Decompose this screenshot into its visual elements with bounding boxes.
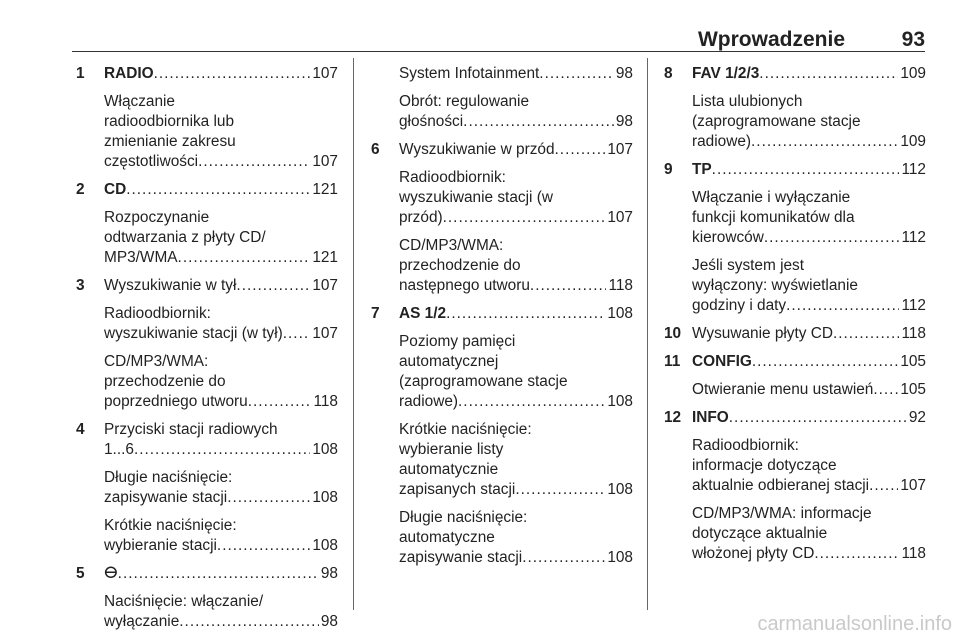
entry-text: Rozpoczynanie (104, 209, 210, 226)
page-reference: 107 (900, 477, 926, 494)
entry-text: głośności (399, 113, 464, 130)
dot-leader (759, 64, 898, 84)
entry-line-with-page[interactable] (104, 536, 338, 556)
index-entry (664, 436, 926, 496)
index-entry (76, 592, 338, 632)
entry-text: automatycznej (399, 353, 499, 370)
column-2 (371, 64, 633, 576)
dot-leader (751, 132, 898, 152)
entry-line-with-page[interactable] (692, 324, 926, 344)
entry-body (692, 160, 926, 180)
entry-number: 8 (664, 65, 673, 82)
entry-body (692, 352, 926, 372)
page-reference: 121 (312, 181, 338, 198)
entry-text: 1...6 (104, 441, 134, 458)
entry-body (399, 64, 633, 84)
entry-number: 7 (371, 305, 380, 322)
dot-leader (227, 488, 310, 508)
column-3 (664, 64, 926, 572)
entry-text: następnego utworu (399, 277, 530, 294)
dot-leader (179, 612, 319, 632)
page-reference: 107 (312, 325, 338, 342)
entry-body (104, 420, 338, 460)
entry-body (399, 508, 633, 568)
entry-line-with-page[interactable] (104, 180, 338, 200)
page-reference: 108 (607, 481, 633, 498)
dot-leader (283, 324, 311, 344)
index-entry (76, 180, 338, 200)
entry-number (664, 504, 692, 564)
index-entry (664, 408, 926, 428)
dot-leader (217, 536, 310, 556)
entry-line-with-page[interactable] (104, 488, 338, 508)
entry-number: 5 (76, 565, 85, 582)
index-entry (76, 64, 338, 84)
column-1 (76, 64, 338, 640)
entry-line-with-page[interactable] (692, 408, 926, 428)
dot-leader (530, 276, 607, 296)
page-reference: 112 (901, 161, 926, 178)
entry-line-with-page[interactable] (104, 440, 338, 460)
entry-text: częstotliwości (104, 153, 199, 170)
dot-leader (236, 276, 310, 296)
entry-number (664, 436, 692, 496)
entry-text: Włączanie (104, 93, 175, 110)
dot-leader (729, 408, 907, 428)
dot-leader (178, 248, 311, 268)
entry-text: radioodbiornika lub (104, 113, 235, 130)
entry-text: aktualnie odbieranej stacji (692, 477, 870, 494)
page-reference: 108 (607, 305, 633, 322)
entry-text: informacje dotyczące (692, 457, 837, 474)
entry-text: Długie naciśnięcie: (104, 469, 233, 486)
entry-line-with-page[interactable] (399, 208, 633, 228)
index-entry (371, 508, 633, 568)
entry-text: wybieranie listy (399, 441, 504, 458)
entry-text: Włączanie i wyłączanie (692, 189, 851, 206)
entry-body (104, 516, 338, 556)
index-entry (76, 92, 338, 172)
page-reference: 112 (901, 297, 926, 314)
page-reference: 107 (607, 141, 633, 158)
dot-leader (712, 160, 900, 180)
index-entry (76, 468, 338, 508)
entry-body (104, 304, 338, 344)
entry-body (104, 276, 338, 296)
entry-number: 11 (664, 353, 681, 370)
dot-leader (555, 140, 606, 160)
entry-text: zmienianie zakresu (104, 133, 236, 150)
entry-line-with-page[interactable] (104, 64, 338, 84)
entry-body (104, 352, 338, 412)
page-reference: 118 (313, 393, 338, 410)
button-label: INFO (692, 409, 729, 426)
page-reference: 107 (312, 65, 338, 82)
entry-body (692, 504, 926, 564)
entry-body (692, 64, 926, 84)
entry-line-with-page[interactable] (104, 248, 338, 268)
entry-number (76, 208, 104, 268)
entry-body (692, 324, 926, 344)
watermark[interactable]: carmanualsonline.info (757, 613, 952, 635)
entry-text: automatycznie (399, 461, 499, 478)
button-label: TP (692, 161, 712, 178)
button-label: CD (104, 181, 127, 198)
entry-line-with-page[interactable] (692, 476, 926, 496)
entry-line-with-page[interactable] (399, 64, 633, 84)
entry-line-with-page[interactable] (692, 380, 926, 400)
entry-text: Radioodbiornik: (104, 305, 211, 322)
dot-leader (869, 476, 898, 496)
entry-text: System Infotainment (399, 65, 540, 82)
entry-text: Radioodbiornik: (692, 437, 799, 454)
entry-text: kierowców (692, 229, 764, 246)
index-entry (76, 516, 338, 556)
entry-text: dotyczące aktualnie (692, 525, 828, 542)
dot-leader (764, 228, 900, 248)
entry-text: (zaprogramowane stacje (399, 373, 568, 390)
dot-leader (752, 352, 898, 372)
dot-leader (198, 152, 310, 172)
page-reference: 118 (901, 325, 926, 342)
entry-text: CD/MP3/WMA: (399, 237, 504, 254)
page-reference: 98 (320, 613, 338, 630)
page-reference: 107 (312, 153, 338, 170)
entry-line-with-page[interactable] (692, 544, 926, 564)
entry-body (692, 92, 926, 152)
entry-number: 12 (664, 409, 682, 426)
dot-leader (446, 304, 605, 324)
page-reference: 108 (607, 549, 633, 566)
entry-text: wyłączanie (104, 613, 180, 630)
entry-number: 1 (76, 65, 85, 82)
entry-line-with-page[interactable] (399, 140, 633, 160)
entry-text: Wysuwanie płyty CD (692, 325, 833, 342)
entry-text: Wyszukiwanie w tył (104, 277, 237, 294)
entry-text: automatyczne (399, 529, 495, 546)
entry-body (399, 92, 633, 132)
entry-number (371, 236, 399, 296)
entry-number (371, 332, 399, 412)
entry-number: 6 (371, 141, 380, 158)
entry-text: wyłączony: wyświetlanie (692, 277, 858, 294)
entry-number: 4 (76, 421, 85, 438)
entry-number: 10 (664, 325, 682, 342)
page-reference: 105 (900, 381, 926, 398)
entry-line-with-page[interactable] (399, 480, 633, 500)
entry-line-with-page[interactable] (104, 392, 338, 412)
entry-number (371, 92, 399, 132)
index-entry (76, 420, 338, 460)
entry-text: zapisywanie stacji (399, 549, 523, 566)
entry-body (399, 140, 633, 160)
entry-text: Wyszukiwanie w przód (399, 141, 555, 158)
entry-line-with-page[interactable] (104, 152, 338, 172)
index-entry (371, 236, 633, 296)
page-reference: 108 (312, 537, 338, 554)
dot-leader (154, 64, 311, 84)
dot-leader (515, 480, 605, 500)
button-label: CONFIG (692, 353, 752, 370)
entry-text: Krótkie naciśnięcie: (399, 421, 532, 438)
entry-text: wybieranie stacji (104, 537, 217, 554)
dot-leader (126, 180, 310, 200)
dot-leader (814, 544, 899, 564)
entry-body (692, 380, 926, 400)
dot-leader (134, 440, 310, 460)
button-label: AS 1/2 (399, 305, 447, 322)
entry-line-with-page[interactable] (104, 276, 338, 296)
entry-body (104, 468, 338, 508)
index-entry (371, 92, 633, 132)
page-reference: 105 (900, 353, 926, 370)
dot-leader (873, 380, 898, 400)
index-entry (664, 256, 926, 316)
index-entry (76, 352, 338, 412)
entry-body (692, 188, 926, 248)
entry-line-with-page[interactable] (104, 324, 338, 344)
page-reference: 121 (312, 249, 338, 266)
entry-body (692, 256, 926, 316)
entry-body (104, 592, 338, 632)
entry-number (371, 64, 399, 84)
dot-leader (463, 112, 614, 132)
entry-text: Lista ulubionych (692, 93, 803, 110)
page-reference: 98 (320, 565, 338, 582)
entry-body (399, 332, 633, 412)
entry-text: poprzedniego utworu (104, 393, 248, 410)
entry-text: przód) (399, 209, 443, 226)
entry-text: zapisanych stacji (399, 481, 516, 498)
entry-body (692, 408, 926, 428)
entry-text: odtwarzania z płyty CD/ (104, 229, 266, 246)
entry-text: Długie naciśnięcie: (399, 509, 528, 526)
entry-line-with-page[interactable] (399, 112, 633, 132)
entry-text: ⴱ (104, 565, 118, 582)
entry-body (399, 168, 633, 228)
entry-line-with-page[interactable] (399, 548, 633, 568)
entry-line-with-page[interactable] (692, 64, 926, 84)
entry-line-with-page[interactable] (104, 612, 338, 632)
entry-text: radiowe) (692, 133, 752, 150)
entry-line-with-page[interactable] (692, 296, 926, 316)
index-entry (664, 188, 926, 248)
button-label: RADIO (104, 65, 154, 82)
entry-line-with-page[interactable] (692, 228, 926, 248)
header-rule (72, 51, 925, 52)
entry-line-with-page[interactable] (399, 276, 633, 296)
entry-body (104, 64, 338, 84)
index-entry (664, 92, 926, 152)
entry-number (76, 592, 104, 632)
dot-leader (522, 548, 605, 568)
entry-number (76, 92, 104, 172)
index-entry (664, 64, 926, 84)
dot-leader (458, 392, 605, 412)
index-entry (371, 304, 633, 324)
entry-text: CD/MP3/WMA: (104, 353, 209, 370)
index-entry (371, 64, 633, 84)
dot-leader (248, 392, 312, 412)
index-entry (76, 208, 338, 268)
entry-body (104, 92, 338, 172)
button-label: FAV 1/2/3 (692, 65, 760, 82)
dot-leader (118, 564, 319, 584)
entry-number (664, 256, 692, 316)
entry-text: (zaprogramowane stacje (692, 113, 861, 130)
index-entry (371, 420, 633, 500)
index-entry (664, 352, 926, 372)
entry-text: Przyciski stacji radiowych (104, 421, 278, 438)
entry-text: Radioodbiornik: (399, 169, 506, 186)
dot-leader (539, 64, 614, 84)
index-entry (76, 564, 338, 584)
entry-text: przechodzenie do (104, 373, 226, 390)
entry-text: CD/MP3/WMA: informacje (692, 505, 872, 522)
entry-number (371, 168, 399, 228)
entry-number (371, 508, 399, 568)
index-entry (371, 332, 633, 412)
index-entry (371, 168, 633, 228)
page-reference: 109 (900, 65, 926, 82)
entry-body (692, 436, 926, 496)
page-header (72, 26, 925, 51)
page-reference: 108 (607, 393, 633, 410)
entry-number: 3 (76, 277, 85, 294)
entry-text: MP3/WMA (104, 249, 178, 266)
page-reference: 107 (607, 209, 633, 226)
entry-text: wyszukiwanie stacji (w tył) (104, 325, 283, 342)
column-divider (353, 58, 354, 610)
entry-line-with-page[interactable] (399, 392, 633, 412)
page-reference: 118 (608, 277, 633, 294)
entry-number (664, 92, 692, 152)
index-entry (664, 504, 926, 564)
entry-text: przechodzenie do (399, 257, 521, 274)
page-reference: 98 (615, 65, 633, 82)
entry-text: Obrót: regulowanie (399, 93, 530, 110)
entry-text: zapisywanie stacji (104, 489, 228, 506)
entry-line-with-page[interactable] (692, 352, 926, 372)
index-entry (76, 304, 338, 344)
dot-leader (443, 208, 606, 228)
entry-number: 2 (76, 181, 85, 198)
dot-leader (786, 296, 899, 316)
entry-text: funkcji komunikatów dla (692, 209, 855, 226)
column-divider (647, 58, 648, 610)
entry-number (371, 420, 399, 500)
page-title: Wprowadzenie (697, 28, 845, 51)
page-reference: 98 (615, 113, 633, 130)
entry-body (104, 564, 338, 584)
entry-line-with-page[interactable] (692, 132, 926, 152)
entry-body (399, 420, 633, 500)
entry-text: włożonej płyty CD (692, 545, 815, 562)
entry-text: Poziomy pamięci (399, 333, 516, 350)
entry-body (104, 180, 338, 200)
entry-number (76, 468, 104, 508)
index-entry (664, 160, 926, 180)
index-entry (664, 380, 926, 400)
entry-text: Naciśnięcie: włączanie/ (104, 593, 264, 610)
entry-line-with-page[interactable] (104, 564, 338, 584)
page-reference: 108 (312, 441, 338, 458)
entry-body (399, 304, 633, 324)
entry-text: godziny i daty (692, 297, 787, 314)
entry-number (76, 352, 104, 412)
page-reference: 118 (901, 545, 926, 562)
entry-text: Krótkie naciśnięcie: (104, 517, 237, 534)
entry-number (76, 516, 104, 556)
entry-number (664, 380, 692, 400)
dot-leader (833, 324, 899, 344)
page-reference: 109 (900, 133, 926, 150)
page-number: 93 (901, 28, 925, 51)
entry-line-with-page[interactable] (692, 160, 926, 180)
entry-body (399, 236, 633, 296)
entry-text: wyszukiwanie stacji (w (399, 189, 553, 206)
entry-text: Otwieranie menu ustawień (692, 381, 874, 398)
entry-body (104, 208, 338, 268)
page-reference: 108 (312, 489, 338, 506)
entry-text: Jeśli system jest (692, 257, 805, 274)
page-reference: 92 (908, 409, 926, 426)
index-entry (76, 276, 338, 296)
index-entry (664, 324, 926, 344)
entry-line-with-page[interactable] (399, 304, 633, 324)
entry-text: radiowe) (399, 393, 459, 410)
entry-number (76, 304, 104, 344)
entry-number: 9 (664, 161, 673, 178)
index-entry (371, 140, 633, 160)
entry-number (664, 188, 692, 248)
page-reference: 107 (312, 277, 338, 294)
page-reference: 112 (901, 229, 926, 246)
